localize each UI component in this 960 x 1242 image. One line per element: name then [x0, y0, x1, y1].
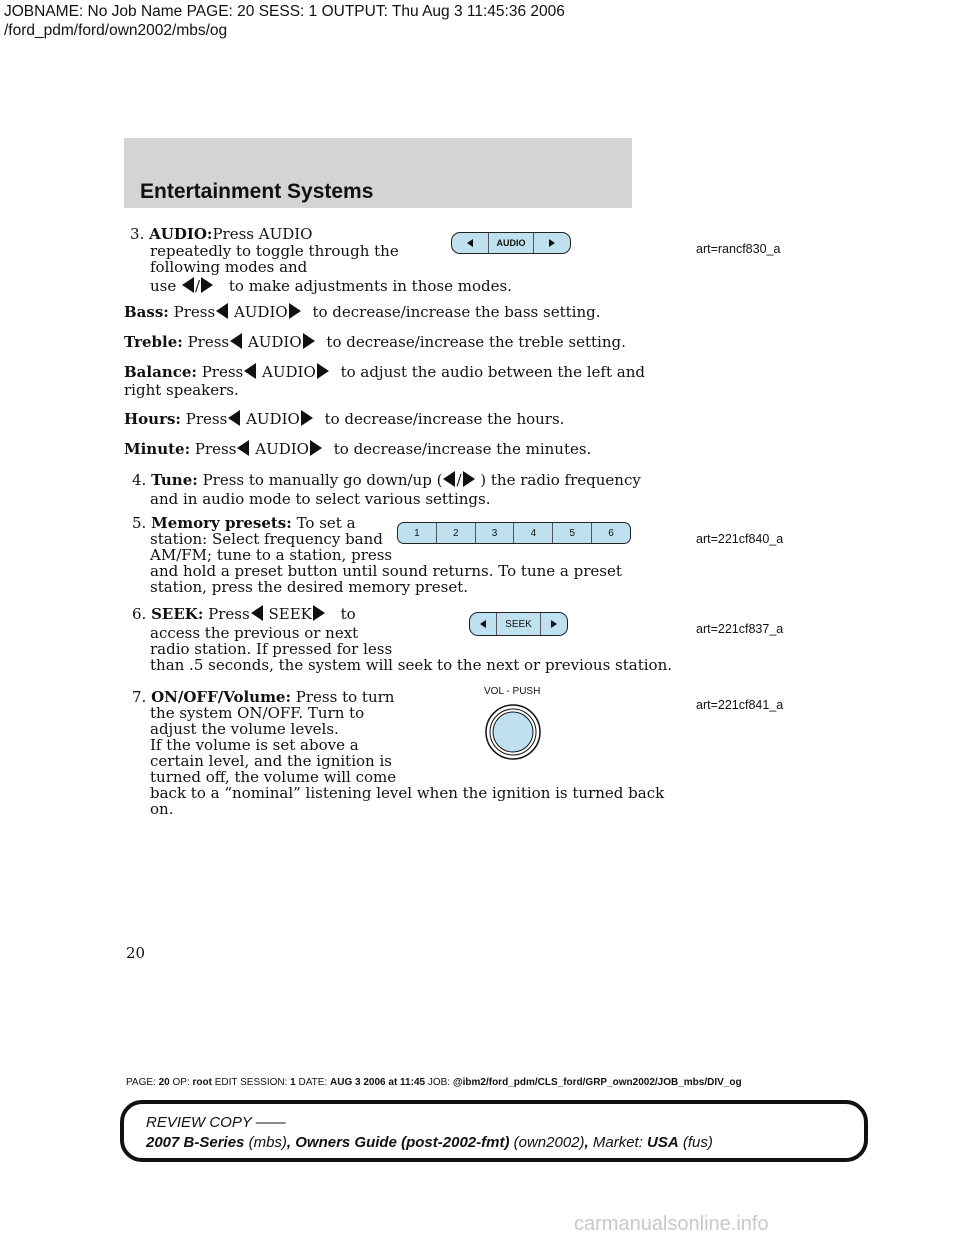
left-arrow-icon: [251, 605, 263, 621]
bass-item: Bass: Press AUDIO to decrease/increase the bass setting.: [124, 303, 601, 321]
page-number: 20: [126, 944, 146, 962]
left-arrow-icon: [244, 363, 256, 379]
right-arrow-icon: [201, 277, 213, 293]
right-arrow-icon: [303, 333, 315, 349]
item-label: AUDIO:: [149, 225, 213, 243]
section-title: Entertainment Systems: [140, 180, 374, 203]
review-copy-box: [120, 1100, 868, 1162]
balance-item: Balance: Press AUDIO to adjust the audio between the left and: [124, 363, 645, 381]
seek-button-illustration: [469, 612, 568, 636]
audio-left-segment: [452, 233, 488, 253]
seek-item: 6. SEEK: Press SEEK to: [132, 605, 356, 623]
watermark: carmanualsonline.info: [574, 1213, 769, 1235]
onoff-item: 7. ON/OFF/Volume: Press to turn: [132, 688, 395, 706]
left-arrow-icon: [237, 440, 249, 456]
onoff-line8: on.: [150, 800, 174, 818]
preset-button-4: 4: [513, 523, 552, 543]
presets-line4: and hold a preset button until sound returns. To tune a preset: [150, 562, 622, 580]
presets-line3: AM/FM; tune to a station, press: [150, 546, 393, 564]
onoff-line2: the system ON/OFF. Turn to: [150, 704, 365, 722]
preset-button-5: 5: [552, 523, 591, 543]
onoff-line6: turned off, the volume will come: [150, 768, 397, 786]
onoff-line7: back to a “nominal” listening level when the ignition is turned back: [150, 784, 665, 802]
job-header: [4, 2, 565, 40]
presets-line2: station: Select frequency band: [150, 530, 383, 548]
presets-line5: station, press the desired memory preset.: [150, 578, 469, 596]
left-arrow-icon: [230, 333, 242, 349]
right-arrow-icon: [551, 620, 557, 628]
seek-right-segment: [540, 613, 567, 635]
audio-button-illustration: [451, 232, 571, 254]
section-header: [124, 138, 632, 208]
art-ref: art=221cf837_a: [696, 622, 784, 636]
right-arrow-icon: [313, 605, 325, 621]
audio-line3: following modes and: [150, 258, 308, 276]
review-copy-line2: 2007 B-Series (mbs), Owners Guide (post-2002-fmt) (own2002), Market: USA (fus): [146, 1134, 713, 1151]
left-arrow-icon: [182, 277, 194, 293]
right-arrow-icon: [549, 239, 555, 247]
audio-right-segment: [533, 233, 570, 253]
left-arrow-icon: [216, 303, 228, 319]
preset-buttons-illustration: [397, 522, 631, 544]
job-header-line2: /ford_pdm/ford/own2002/mbs/og: [4, 22, 228, 39]
right-arrow-icon: [289, 303, 301, 319]
preset-button-3: 3: [475, 523, 514, 543]
onoff-line4: If the volume is set above a: [150, 736, 359, 754]
audio-item: [130, 226, 312, 243]
minute-item: Minute: Press AUDIO to decrease/increase the minutes.: [124, 440, 592, 458]
preset-button-2: 2: [436, 523, 475, 543]
right-arrow-icon: [301, 410, 313, 426]
art-ref: art=rancf830_a: [696, 242, 781, 256]
review-copy-line1: REVIEW COPY ——: [146, 1114, 286, 1131]
audio-line4: use / to make adjustments in those modes.: [150, 277, 512, 295]
treble-item: Treble: Press AUDIO to decrease/increase the treble setting.: [124, 333, 626, 351]
item-number: 3.: [130, 225, 145, 243]
art-ref: art=221cf840_a: [696, 532, 784, 546]
left-arrow-icon: [228, 410, 240, 426]
seek-left-segment: [470, 613, 496, 635]
preset-button-6: 6: [591, 523, 630, 543]
tune-item: 4. Tune: Press to manually go down/up ( / ) the radio frequency: [132, 471, 641, 489]
hours-item: Hours: Press AUDIO to decrease/increase the hours.: [124, 410, 565, 428]
volume-knob-illustration: [484, 703, 542, 761]
knob-face: [493, 712, 533, 752]
tune-line2: and in audio mode to select various settings.: [150, 490, 491, 508]
left-arrow-icon: [480, 620, 486, 628]
preset-button-1: 1: [414, 527, 420, 539]
footer-meta: PAGE: 20 OP: root EDIT SESSION: 1 DATE: AUG 3 2006 at 11:45 JOB: @ibm2/ford_pdm/CLS_ford/GRP_own2002/JOB_mbs/DIV_og: [126, 1077, 742, 1088]
right-arrow-icon: [310, 440, 322, 456]
item-text: Press AUDIO: [212, 225, 313, 243]
left-arrow-icon: [443, 471, 455, 487]
onoff-line3: adjust the volume levels.: [150, 720, 339, 738]
job-header-line1: JOBNAME: No Job Name PAGE: 20 SESS: 1 OUTPUT: Thu Aug 3 11:45:36 2006: [4, 3, 565, 20]
seek-button-label: SEEK: [496, 613, 540, 635]
right-arrow-icon: [317, 363, 329, 379]
left-arrow-icon: [467, 239, 473, 247]
vol-push-label: VOL - PUSH: [484, 686, 541, 697]
onoff-line5: certain level, and the ignition is: [150, 752, 392, 770]
seek-line3: radio station. If pressed for less: [150, 640, 393, 658]
audio-button-label: AUDIO: [488, 233, 534, 253]
right-arrow-icon: [463, 471, 475, 487]
presets-item: 5. Memory presets: To set a: [132, 514, 356, 532]
seek-line4: than .5 seconds, the system will seek to the next or previous station.: [150, 656, 673, 674]
art-ref: art=221cf841_a: [696, 698, 784, 712]
audio-line2: repeatedly to toggle through the: [150, 242, 399, 260]
seek-line2: access the previous or next: [150, 624, 359, 642]
balance-line2: right speakers.: [124, 381, 239, 399]
